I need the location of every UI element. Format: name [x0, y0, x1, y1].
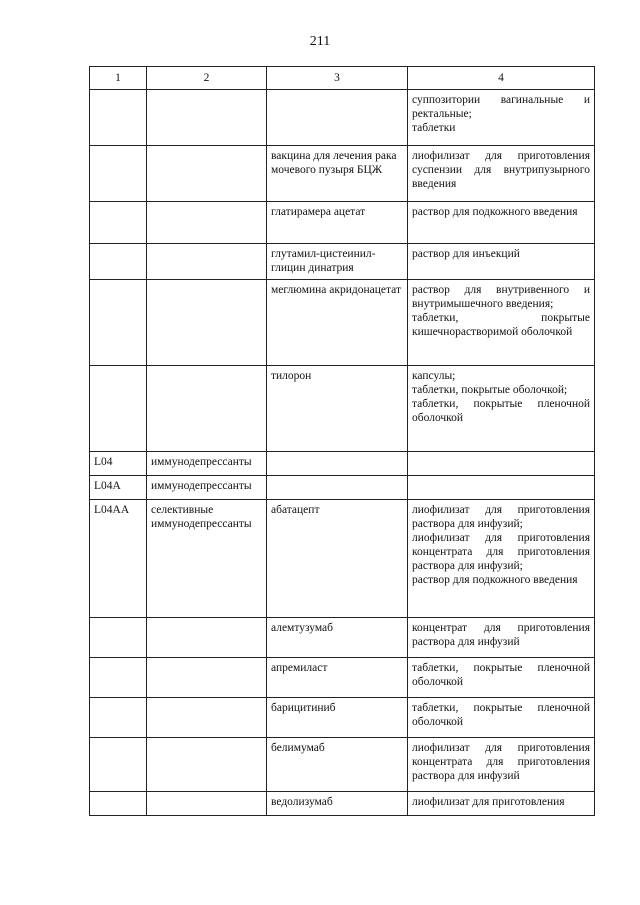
drug-table — [89, 66, 595, 816]
dosage-form-item: раствор для подкожного введения — [412, 574, 578, 586]
drug-name-cell — [267, 90, 408, 146]
group-name-cell — [147, 366, 267, 452]
group-name-cell: иммунодепрессанты — [147, 476, 267, 500]
table-row — [90, 452, 595, 476]
drug-name-cell: глатирамера ацетат — [267, 202, 408, 244]
table-body — [90, 90, 595, 816]
dosage-forms-cell — [408, 698, 595, 738]
table-row — [90, 280, 595, 366]
drug-name-cell: тилорон — [267, 366, 408, 452]
dosage-form-item: раствор для подкожного введения — [412, 206, 578, 218]
table-header-row — [90, 67, 595, 90]
drug-name-cell — [267, 452, 408, 476]
group-name-cell — [147, 202, 267, 244]
table-row — [90, 500, 595, 618]
atc-code-cell — [90, 202, 147, 244]
dosage-form-item: лиофилизат для приготовления — [412, 796, 565, 808]
group-name-cell — [147, 244, 267, 280]
table-row — [90, 698, 595, 738]
table-row — [90, 658, 595, 698]
dosage-forms-cell — [408, 792, 595, 816]
table-row — [90, 366, 595, 452]
dosage-form-item: лиофилизат для приготовления концентрата для приготовления раствора для инфузий; — [412, 532, 590, 572]
dosage-forms-cell — [408, 658, 595, 698]
group-name-cell — [147, 618, 267, 658]
group-name-cell — [147, 90, 267, 146]
dosage-forms-cell — [408, 146, 595, 202]
dosage-forms-cell — [408, 202, 595, 244]
atc-code-cell — [90, 658, 147, 698]
atc-code-cell — [90, 244, 147, 280]
dosage-form-item: таблетки, покрытые оболочкой; — [412, 384, 568, 396]
drug-name-cell: меглюмина акридонацетат — [267, 280, 408, 366]
table-row — [90, 738, 595, 792]
page-number: 211 — [309, 34, 331, 49]
atc-code-cell — [90, 280, 147, 366]
column-header-4: 4 — [408, 67, 595, 90]
group-name-cell — [147, 698, 267, 738]
dosage-forms-cell — [408, 618, 595, 658]
table-row — [90, 476, 595, 500]
dosage-form-item: лиофилизат для приготовления концентрата для приготовления раствора для инфузий — [412, 742, 590, 782]
atc-code-cell: L04 — [90, 452, 147, 476]
table-row — [90, 146, 595, 202]
group-name-cell — [147, 146, 267, 202]
drug-name-cell: апремиласт — [267, 658, 408, 698]
dosage-form-item: таблетки, покрытые пленочной оболочкой — [412, 398, 590, 424]
drug-name-cell: белимумаб — [267, 738, 408, 792]
dosage-forms-cell — [408, 500, 595, 618]
dosage-form-item: капсулы; — [412, 370, 456, 382]
dosage-form-item: лиофилизат для приготовления раствора для инфузий; — [412, 504, 590, 530]
atc-code-cell — [90, 618, 147, 658]
dosage-forms-cell — [408, 738, 595, 792]
table-row — [90, 244, 595, 280]
drug-name-cell — [267, 476, 408, 500]
drug-name-cell: вакцина для лечения рака мочевого пузыря БЦЖ — [267, 146, 408, 202]
dosage-form-item: таблетки, покрытые кишечнорастворимой оболочкой — [412, 312, 590, 338]
group-name-cell — [147, 658, 267, 698]
dosage-forms-cell — [408, 452, 595, 476]
dosage-form-item: таблетки, покрытые пленочной оболочкой — [412, 702, 590, 728]
atc-code-cell: L04AA — [90, 500, 147, 618]
drug-name-cell: алемтузумаб — [267, 618, 408, 658]
atc-code-cell — [90, 698, 147, 738]
atc-code-cell — [90, 738, 147, 792]
dosage-forms-cell — [408, 90, 595, 146]
drug-name-cell: абатацепт — [267, 500, 408, 618]
dosage-form-item: таблетки — [412, 122, 456, 134]
dosage-form-item: раствор для внутривенного и внутримышечного введения; — [412, 284, 590, 310]
drug-name-cell: глутамил-цистеинил-глицин динатрия — [267, 244, 408, 280]
atc-code-cell — [90, 90, 147, 146]
table-row — [90, 792, 595, 816]
atc-code-cell — [90, 792, 147, 816]
dosage-form-item: раствор для инъекций — [412, 248, 520, 260]
table-row — [90, 618, 595, 658]
table-row — [90, 90, 595, 146]
dosage-forms-cell — [408, 244, 595, 280]
group-name-cell: иммунодепрессанты — [147, 452, 267, 476]
table-row — [90, 202, 595, 244]
group-name-cell — [147, 792, 267, 816]
dosage-forms-cell — [408, 476, 595, 500]
dosage-forms-cell — [408, 280, 595, 366]
atc-code-cell — [90, 146, 147, 202]
drug-name-cell: барицитиниб — [267, 698, 408, 738]
column-header-3: 3 — [267, 67, 408, 90]
column-header-1: 1 — [90, 67, 147, 90]
dosage-form-item: суппозитории вагинальные и ректальные; — [412, 94, 590, 120]
dosage-form-item: концентрат для приготовления раствора для инфузий — [412, 622, 590, 648]
group-name-cell — [147, 738, 267, 792]
drug-name-cell: ведолизумаб — [267, 792, 408, 816]
dosage-form-item: лиофилизат для приготовления суспензии для внутрипузырного введения — [412, 150, 590, 190]
dosage-forms-cell — [408, 366, 595, 452]
column-header-2: 2 — [147, 67, 267, 90]
group-name-cell — [147, 280, 267, 366]
atc-code-cell — [90, 366, 147, 452]
group-name-cell: селективные иммунодепрессанты — [147, 500, 267, 618]
atc-code-cell: L04A — [90, 476, 147, 500]
dosage-form-item: таблетки, покрытые пленочной оболочкой — [412, 662, 590, 688]
